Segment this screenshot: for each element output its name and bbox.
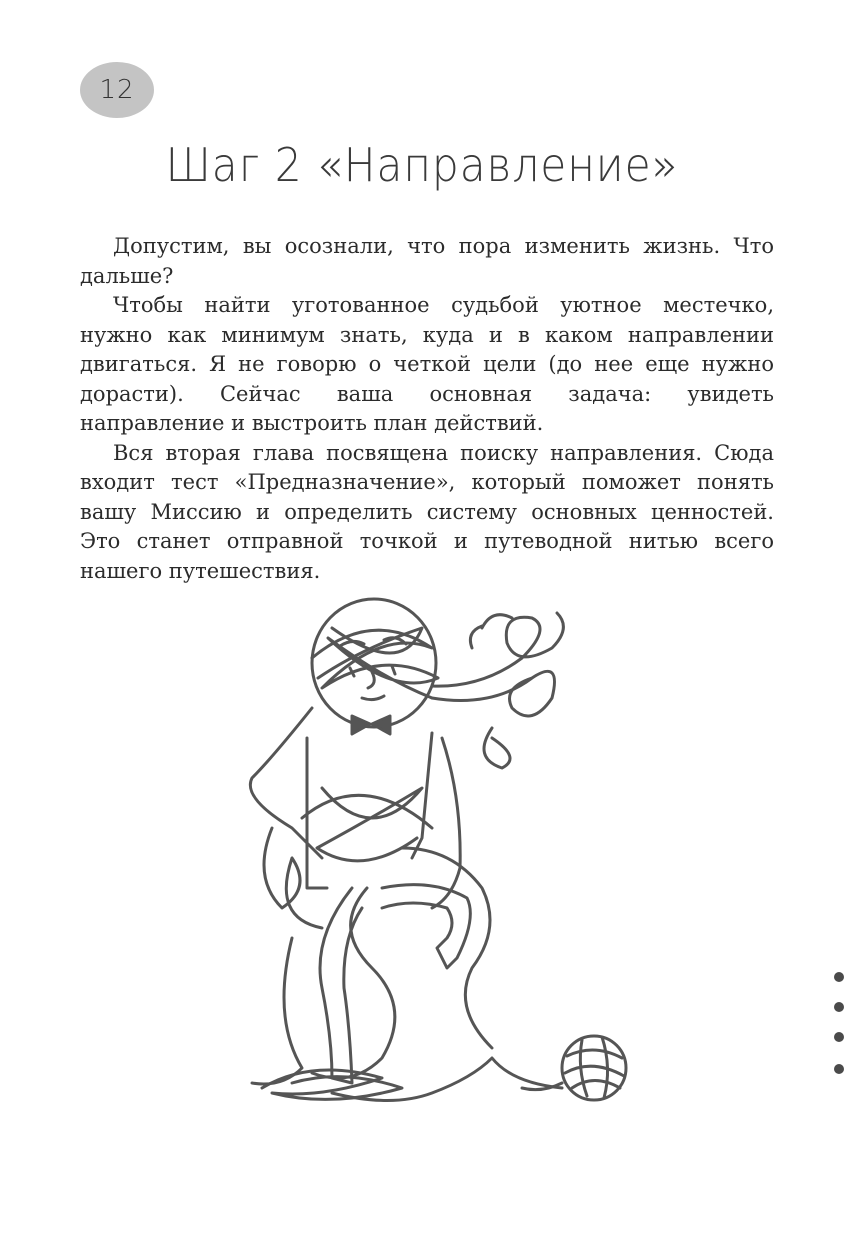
page-number: 12	[99, 75, 135, 105]
paragraph-2: Чтобы найти уготованное судьбой уютное местечко, нужно как минимум знать, куда и в каком направлении двигаться. Я не говорю о четкой цели (до нее еще нужно дорасти). Сейчас ваша основная задача: увидеть направление и выстроить план действий.	[80, 293, 774, 435]
body-text	[80, 232, 774, 586]
tangled-yarn-man-illustration	[232, 588, 652, 1128]
mouth	[362, 696, 384, 700]
dot-2	[834, 1002, 844, 1012]
bow-tie	[352, 716, 390, 734]
chapter-title: Шаг 2 «Направление»	[165, 138, 679, 192]
dot-3	[834, 1032, 844, 1042]
dot-1	[834, 972, 844, 982]
eye-right	[392, 666, 395, 674]
page-number-badge	[80, 62, 154, 118]
paragraph-1: Допустим, вы осознали, что пора изменить жизнь. Что дальше?	[80, 234, 774, 288]
paragraph-3: Вся вторая глава посвящена поиску направления. Сюда входит тест «Предназначение», который поможет понять вашу Миссию и определить систему основных ценностей. Это станет отправной точкой и путеводной нитью всего нашего путешествия.	[80, 440, 774, 583]
dot-4	[834, 1064, 844, 1074]
nose	[368, 672, 374, 688]
side-dots-decoration	[832, 972, 844, 1082]
head-shape	[312, 599, 436, 727]
leg-left	[320, 888, 362, 1083]
leg-right	[382, 885, 470, 968]
yarn-ball	[562, 1036, 626, 1100]
